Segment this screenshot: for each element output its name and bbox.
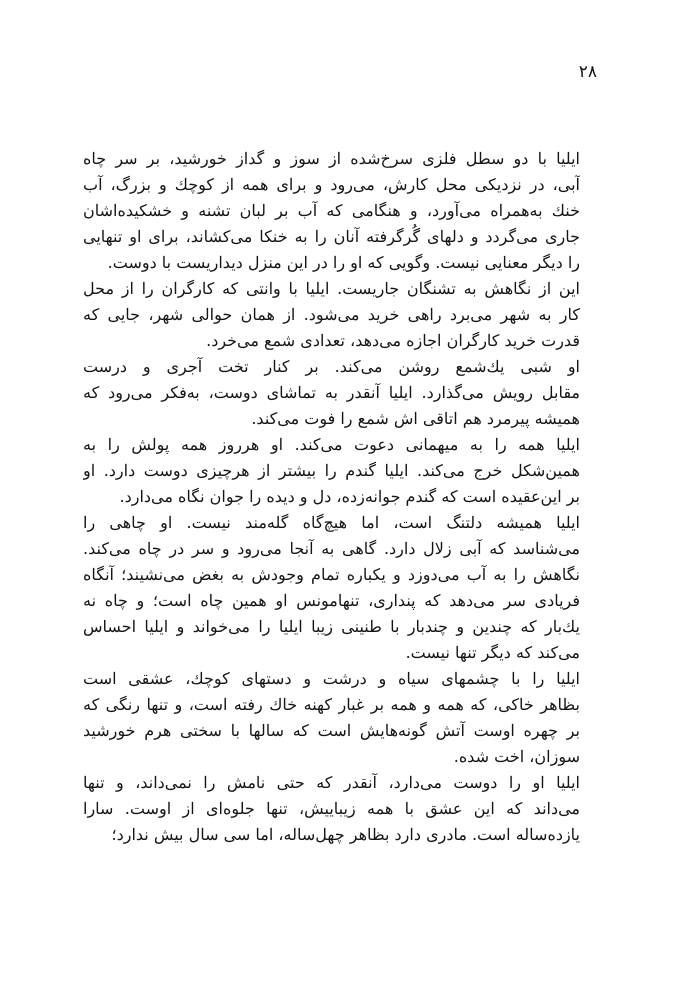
text-line: جاری می‌گردد و دلهای گُرگرفته آنان را به خنکا می‌کشاند، برای او تنهایی	[83, 227, 580, 246]
paragraph	[83, 146, 580, 276]
text-line: بر چهره اوست آتش گونه‌هایش است که سالها با سختی هرم خورشید	[83, 721, 580, 740]
text-line: می‌داند که این عشق با همه زیباییش، تنها جلوه‌ای از اوست. سارا	[83, 799, 580, 818]
text-line: آبی، در نزدیکی محل کارش، می‌رود و برای همه از کوچك و بزرگ، آب	[83, 175, 580, 194]
text-line: او شبی یك‌شمع روشن می‌کند. بر کنار تخت آجری و درست	[83, 357, 580, 376]
page-number: ۲۸	[578, 62, 597, 82]
text-line: ایلیا با دو سطل فلزی سرخ‌شده از سوز و گداز خورشید، بر سر چاه	[83, 149, 580, 168]
text-line: فریادی سر می‌دهد که پنداری، تنهامونس او همین چاه است؛ و چاه نه	[83, 591, 580, 610]
text-line: بظاهر خاکی، که همه و همه بر غبار کهنه خاك رفته است، و تنها رنگی که	[83, 695, 580, 714]
paragraph	[83, 770, 580, 848]
body-text	[83, 146, 580, 848]
text-line: مقابل رویش می‌گذارد. ایلیا آنقدر به تماشای دوست، به‌فکر می‌رود که	[83, 383, 580, 402]
text-line: این از نگاهش به تشنگان جاریست. ایلیا با وانتی که کارگران را از محل	[83, 279, 580, 298]
paragraph	[83, 276, 580, 354]
text-line: یازده‌ساله است. مادری دارد بظاهر چهل‌ساله، اما سی سال بیش ندارد؛	[111, 825, 580, 844]
text-line: می‌کند که دیگر تنها نیست.	[405, 643, 580, 662]
text-line: بر این‌عقیده است که گندم جوانه‌زده، دل و دیده را جوان نگاه می‌دارد.	[119, 487, 580, 506]
text-line: همیشه پیرمرد هم اتاقی اش شمع را فوت می‌کند.	[251, 409, 580, 428]
text-line: قدرت خرید کارگران اجازه می‌دهد، تعدادی شمع می‌خرد.	[206, 331, 580, 350]
text-line: همین‌شکل خرج می‌کند. ایلیا گندم را بیشتر از هرچیزی دوست دارد. او	[83, 461, 580, 480]
text-line: ایلیا او را دوست می‌دارد، آنقدر که حتی نامش را نمی‌داند، و تنها	[83, 773, 580, 792]
paragraph	[83, 666, 580, 770]
text-line: کار به شهر می‌برد راهی خرید می‌شود. از همان حوالی شهر، جایی که	[83, 305, 580, 324]
text-line: ایلیا همه را به میهمانی دعوت می‌کند. او هرروز همه پولش را به	[83, 435, 580, 454]
text-line: خنك به‌همراه می‌آورد، و هنگامی که آب بر لبان تشنه و خشکیده‌اشان	[83, 201, 580, 220]
text-line: ایلیا همیشه دلتنگ است، اما هیچ‌گاه گله‌مند نیست. او چاهی را	[83, 513, 580, 532]
text-line: ایلیا را با چشمهای سیاه و درشت و دستهای کوچك، عشقی است	[83, 669, 580, 688]
text-line: یك‌بار که چندین و چندبار با طنینی زیبا ایلیا را می‌خواند و ایلیا احساس	[83, 617, 580, 636]
paragraph	[83, 510, 580, 666]
paragraph	[83, 432, 580, 510]
text-line: سوزان، اخت شده.	[453, 747, 580, 766]
paragraph	[83, 354, 580, 432]
text-line: نگاهش را به آب می‌دوزد و یکباره تمام وجودش به بغض می‌نشیند؛ آنگاه	[83, 565, 580, 584]
text-line: می‌شناسد که آبی زلال دارد. گاهی به آنجا می‌رود و سر در چاه می‌کند.	[83, 539, 580, 558]
text-line: را دیگر معنایی نیست. وگویی که او را در این منزل دیداریست با دوست.	[107, 253, 580, 272]
